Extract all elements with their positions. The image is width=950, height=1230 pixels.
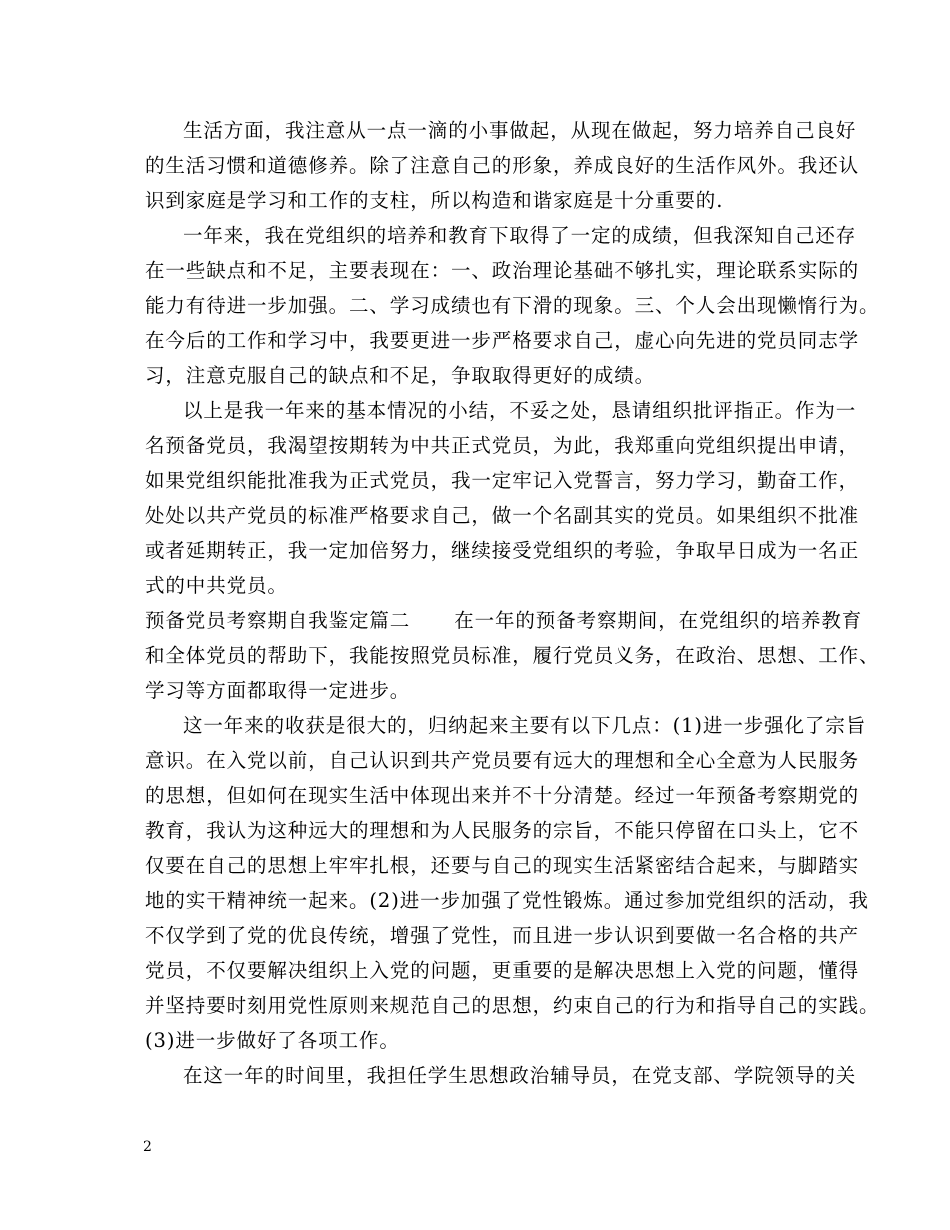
text-line: 一年来，我在党组织的培养和教育下取得了一定的成绩，但我深知自己还存	[183, 224, 857, 247]
text-line: 名预备党员，我渴望按期转为中共正式党员，为此，我郑重向党组织提出申请，	[145, 434, 860, 457]
text-line: 能力有待进一步加强。二、学习成绩也有下滑的现象。三、个人会出现懒惰行为。	[145, 294, 880, 317]
text-line: 不仅学到了党的优良传统，增强了党性，而且进一步认识到要做一名合格的共产	[145, 924, 860, 947]
text-line: (3)进一步做好了各项工作。	[145, 1029, 400, 1052]
text-line: 或者延期转正，我一定加倍努力，继续接受党组织的考验，争取早日成为一名正	[145, 539, 860, 562]
text-line: 在这一年的时间里，我担任学生思想政治辅导员，在党支部、学院领导的关	[183, 1064, 857, 1087]
text-line: 党员，不仅要解决组织上入党的问题，更重要的是解决思想上入党的问题，懂得	[145, 959, 860, 982]
section-heading-line	[145, 603, 863, 638]
document-body	[145, 113, 880, 1093]
text-line: 如果党组织能批准我为正式党员，我一定牢记入党誓言，努力学习，勤奋工作，	[145, 469, 860, 492]
text-line: 以上是我一年来的基本情况的小结，不妥之处，恳请组织批评指正。作为一	[183, 399, 857, 422]
text-line: 生活方面，我注意从一点一滴的小事做起，从现在做起，努力培养自己良好	[183, 119, 857, 142]
text-line: 仅要在自己的思想上牢牢扎根，还要与自己的现实生活紧密结合起来，与脚踏实	[145, 854, 860, 877]
text-line: 地的实干精神统一起来。(2)进一步加强了党性锻炼。通过参加党组织的活动，我	[145, 889, 869, 912]
text-line: 这一年来的收获是很大的，归纳起来主要有以下几点：(1)进一步强化了宗旨	[183, 714, 867, 737]
text-line: 式的中共党员。	[145, 574, 288, 597]
text-line: 的生活习惯和道德修养。除了注意自己的形象，养成良好的生活作风外。我还认	[145, 154, 860, 177]
page-number: 2	[143, 1139, 152, 1155]
text-line: 的思想，但如何在现实生活中体现出来并不十分清楚。经过一年预备考察期党的	[145, 784, 860, 807]
text-line: 意识。在入党以前，自己认识到共产党员要有远大的理想和全心全意为人民服务	[145, 749, 860, 772]
heading-line-rest: 在一年的预备考察期间，在党组织的培养教育	[454, 609, 863, 632]
text-line: 教育，我认为这种远大的理想和为人民服务的宗旨，不能只停留在口头上，它不	[145, 819, 860, 842]
text-line: 并坚持要时刻用党性原则来规范自己的思想，约束自己的行为和指导自己的实践。	[145, 994, 880, 1017]
text-line: 处处以共产党员的标准严格要求自己，做一个名副其实的党员。如果组织不批准	[145, 504, 860, 527]
text-line: 识到家庭是学习和工作的支柱，所以构造和谐家庭是十分重要的.	[145, 189, 724, 212]
text-line: 和全体党员的帮助下，我能按照党员标准，履行党员义务，在政治、思想、工作、	[145, 644, 880, 667]
text-line: 在今后的工作和学习中，我要更进一步严格要求自己，虚心向先进的党员同志学	[145, 329, 860, 352]
text-line: 在一些缺点和不足，主要表现在：一、政治理论基础不够扎实，理论联系实际的	[145, 259, 860, 282]
text-line: 习，注意克服自己的缺点和不足，争取取得更好的成绩。	[145, 364, 656, 387]
text-line: 学习等方面都取得一定进步。	[145, 679, 411, 702]
section-heading: 预备党员考察期自我鉴定篇二	[145, 609, 411, 632]
